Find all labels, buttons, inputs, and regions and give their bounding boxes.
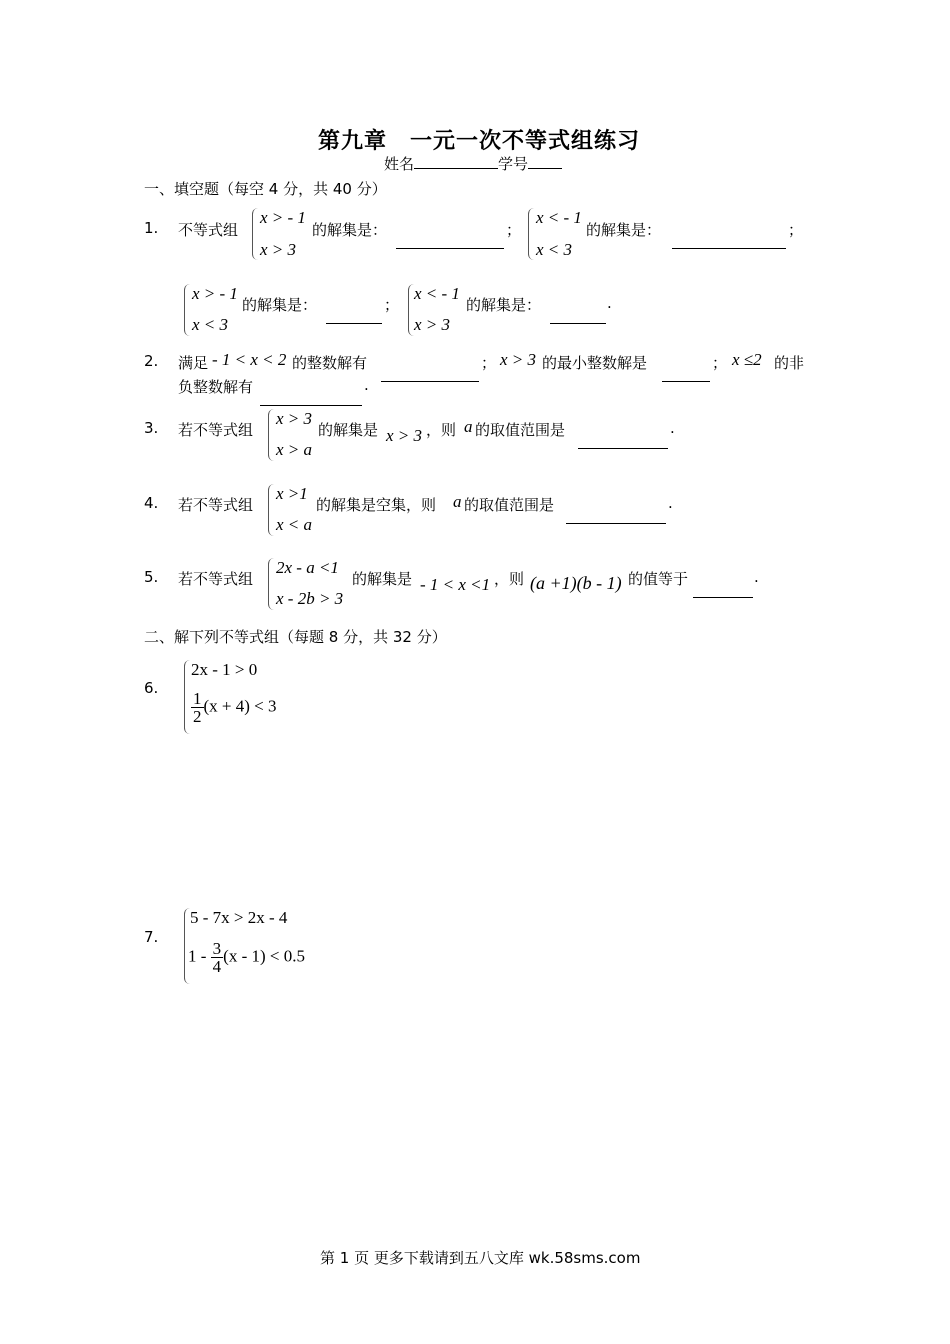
- q1-answer-4[interactable]: [550, 322, 606, 324]
- q2-text-1: 满足: [178, 354, 209, 372]
- id-label: 学号: [498, 155, 529, 173]
- q1-sys1-line1: x > - 1: [260, 208, 306, 227]
- page-title: 第九章 一元一次不等式组练习: [318, 129, 641, 154]
- name-blank[interactable]: [414, 167, 498, 169]
- q4-brace: [268, 484, 275, 536]
- page-footer: 第 1 页 更多下载请到五八文库 wk.58sms.com: [320, 1249, 641, 1267]
- q1-brace-2: [528, 208, 535, 260]
- id-blank[interactable]: [528, 167, 562, 169]
- q4-end: .: [668, 494, 673, 512]
- q5-prefix: 若不等式组: [178, 570, 254, 588]
- q1-sep-1: ；: [506, 221, 522, 239]
- q7-frac-den: 4: [212, 957, 222, 976]
- q5-brace: [268, 558, 275, 610]
- q5-text-2: ，则: [494, 570, 525, 588]
- q1-sys3-line1: x > - 1: [192, 284, 238, 303]
- q3-number: 3.: [144, 419, 159, 437]
- q2-text-4: 的非: [774, 354, 805, 372]
- q6-frac-num: 1: [193, 689, 202, 708]
- name-label: 姓名: [384, 155, 415, 173]
- q7-line1: 5 - 7x > 2x - 4: [190, 908, 288, 927]
- q5-text-1: 的解集是: [352, 570, 413, 588]
- q1-brace-3: [184, 284, 191, 336]
- q3-prefix: 若不等式组: [178, 421, 254, 439]
- q7-number: 7.: [144, 928, 159, 946]
- q7-frac-num: 3: [212, 939, 222, 958]
- q7-line2-pre: 1 -: [188, 946, 211, 966]
- q1-suffix-1: 的解集是：: [312, 221, 388, 239]
- section-1-heading: 一、填空题（每空 4 分，共 40 分）: [144, 180, 387, 198]
- q5-sys-line1: 2x - a <1: [276, 558, 339, 577]
- q2-math-2: x > 3: [500, 350, 537, 369]
- q2-end: .: [364, 376, 369, 394]
- q4-answer[interactable]: [566, 522, 666, 524]
- q6-line2-rest: (x + 4) < 3: [203, 696, 277, 716]
- q4-text-1: 的解集是空集，则: [316, 496, 437, 514]
- name-id-row: [384, 153, 562, 174]
- q2-math-1: - 1 < x < 2: [212, 350, 287, 369]
- q3-var-a: a: [464, 417, 473, 436]
- q7-line2: [188, 940, 305, 975]
- q1-suffix-3: 的解集是：: [242, 296, 318, 314]
- q1-end: .: [607, 294, 612, 312]
- q5-text-3: 的值等于: [628, 570, 689, 588]
- q1-suffix-2: 的解集是：: [586, 221, 662, 239]
- q6-line1: 2x - 1 > 0: [191, 660, 258, 679]
- q5-end: .: [754, 568, 759, 586]
- q1-answer-1[interactable]: [396, 247, 504, 249]
- q2-answer-1[interactable]: [381, 380, 479, 382]
- q5-number: 5.: [144, 568, 159, 586]
- q4-sys-line2: x < a: [276, 515, 313, 534]
- q1-sep-2: ；: [788, 221, 804, 239]
- q1-suffix-4: 的解集是：: [466, 296, 542, 314]
- q3-sys-line2: x > a: [276, 440, 313, 459]
- q6-fraction: [191, 690, 204, 725]
- q1-brace-1: [252, 208, 259, 260]
- q6-frac-den: 2: [193, 707, 202, 726]
- q1-number: 1.: [144, 219, 159, 237]
- q1-answer-3[interactable]: [326, 322, 382, 324]
- q3-sys-line1: x > 3: [276, 409, 313, 428]
- q3-text-3: 的取值范围是: [475, 421, 566, 439]
- q5-math-1: - 1 < x <1: [420, 575, 491, 594]
- q3-end: .: [670, 419, 675, 437]
- q6-brace: [184, 660, 191, 734]
- q5-sys-line2: x - 2b > 3: [276, 589, 344, 608]
- q2-text-2: 的整数解有: [292, 354, 368, 372]
- q3-text-2: ，则: [426, 421, 457, 439]
- q7-line2-rest: (x - 1) < 0.5: [223, 946, 305, 966]
- q1-sys4-line1: x < - 1: [414, 284, 460, 303]
- q4-text-2: 的取值范围是: [464, 496, 555, 514]
- q4-number: 4.: [144, 494, 159, 512]
- q6-number: 6.: [144, 679, 159, 697]
- q1-sys3-line2: x < 3: [192, 315, 229, 334]
- q4-sys-line1: x >1: [276, 484, 308, 503]
- section-2-heading: 二、解下列不等式组（每题 8 分，共 32 分）: [144, 628, 447, 646]
- q3-text-1: 的解集是: [318, 421, 379, 439]
- q1-sys4-line2: x > 3: [414, 315, 451, 334]
- q1-prefix: 不等式组: [178, 221, 239, 239]
- q1-sep-3: ；: [384, 296, 400, 314]
- q2-sep-1: ；: [481, 354, 497, 372]
- q4-var-a: a: [453, 492, 462, 511]
- q2-text-3: 的最小整数解是: [542, 354, 648, 372]
- q4-prefix: 若不等式组: [178, 496, 254, 514]
- q3-answer[interactable]: [578, 447, 668, 449]
- q7-fraction: [211, 940, 224, 975]
- q2-math-3: x ≤2: [732, 350, 762, 369]
- q1-sys1-line2: x > 3: [260, 240, 297, 259]
- q3-brace: [268, 409, 275, 461]
- q6-line2: [191, 690, 277, 725]
- q2-number: 2.: [144, 352, 159, 370]
- q2-text-5: 负整数解有: [178, 378, 254, 396]
- q2-sep-2: ；: [712, 354, 728, 372]
- q2-answer-3[interactable]: [260, 404, 362, 406]
- q2-answer-2[interactable]: [662, 380, 710, 382]
- q1-sys2-line2: x < 3: [536, 240, 573, 259]
- q1-sys2-line1: x < - 1: [536, 208, 582, 227]
- q5-answer[interactable]: [693, 596, 753, 598]
- q5-math-2: (a +1)(b - 1): [530, 573, 622, 593]
- q3-math-1: x > 3: [386, 426, 423, 445]
- q1-answer-2[interactable]: [672, 247, 786, 249]
